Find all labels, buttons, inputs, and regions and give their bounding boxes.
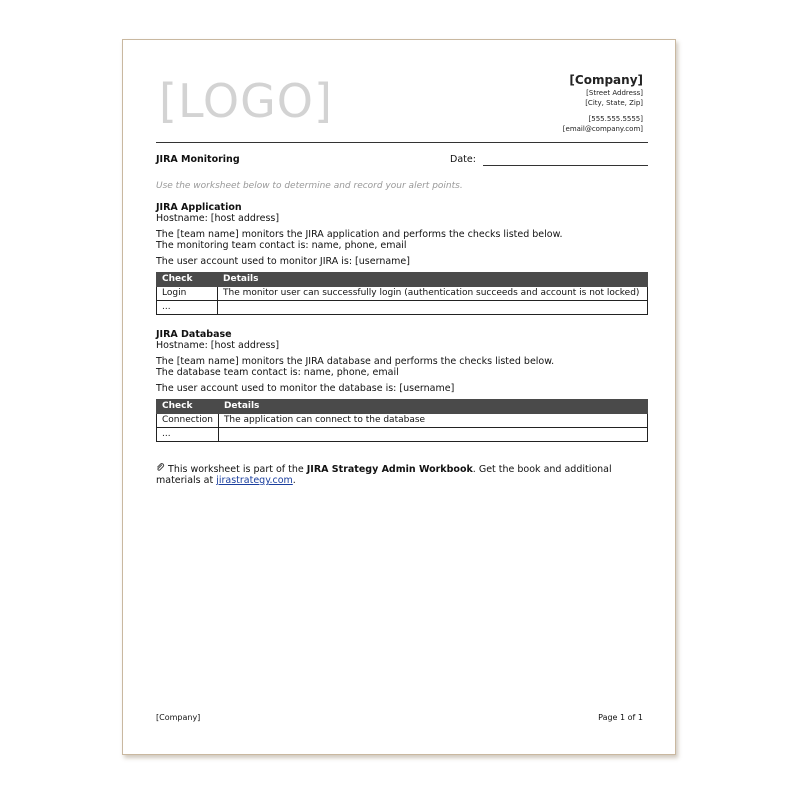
table-row	[157, 413, 648, 427]
section-jira-database	[156, 330, 648, 442]
jirastrategy-link[interactable]: jirastrategy.com	[216, 475, 293, 486]
workbook-title: JIRA Strategy Admin Workbook	[306, 464, 473, 475]
date-label: Date:	[450, 154, 476, 165]
contact-line: The monitoring team contact is: name, phone, email	[156, 239, 407, 251]
column-header-check: Check	[157, 272, 218, 286]
workbook-note	[156, 463, 648, 486]
note-middle: . Get the book and additional materials at	[156, 464, 612, 486]
street-address: [Street Address]	[586, 89, 643, 97]
team-line: The [team name] monitors the JIRA application and performs the checks listed below.	[156, 229, 563, 240]
company-email: [email@company.com]	[562, 125, 643, 133]
section-heading: JIRA Database	[156, 329, 232, 340]
contact-line: The database team contact is: name, phone, email	[156, 366, 399, 378]
section-heading: JIRA Application	[156, 202, 242, 213]
note-prefix: This worksheet is part of the	[168, 464, 307, 475]
table-row	[157, 300, 648, 314]
user-account-line: The user account used to monitor the database is: [username]	[156, 383, 455, 394]
footer-page-number: Page 1 of 1	[598, 713, 643, 722]
details-cell[interactable]: The monitor user can successfully login (authentication succeeds and account is not locked)	[218, 286, 648, 300]
team-line: The [team name] monitors the JIRA database and performs the checks listed below.	[156, 356, 555, 367]
column-header-details: Details	[218, 399, 647, 413]
hostname-line: Hostname: [host address]	[156, 212, 280, 224]
company-address-block	[563, 73, 643, 134]
footer-company: [Company]	[156, 713, 201, 722]
details-cell[interactable]	[218, 427, 647, 441]
column-header-details: Details	[218, 272, 648, 286]
date-field-line[interactable]	[483, 165, 648, 166]
checks-table	[156, 272, 648, 315]
check-cell[interactable]: ...	[157, 427, 219, 441]
check-cell[interactable]: ...	[157, 300, 218, 314]
details-cell[interactable]: The application can connect to the database	[218, 413, 647, 427]
table-header-row	[157, 399, 648, 413]
document-title: JIRA Monitoring	[156, 154, 240, 165]
check-cell[interactable]: Connection	[157, 413, 219, 427]
checks-table	[156, 399, 648, 442]
hostname-line: Hostname: [host address]	[156, 339, 280, 351]
note-suffix: .	[292, 475, 296, 486]
table-row	[157, 427, 648, 441]
paperclip-icon	[156, 463, 165, 472]
logo-placeholder: [LOGO]	[159, 74, 333, 128]
section-jira-application	[156, 203, 648, 315]
company-name: [Company]	[569, 73, 643, 87]
column-header-check: Check	[157, 399, 219, 413]
check-cell[interactable]: Login	[157, 286, 218, 300]
city-state-zip: [City, State, Zip]	[585, 99, 643, 107]
instructions-text: Use the worksheet below to determine and record your alert points.	[156, 181, 463, 191]
header-divider	[156, 142, 648, 143]
document-page	[122, 39, 676, 755]
table-row	[157, 286, 648, 300]
details-cell[interactable]	[218, 300, 648, 314]
company-phone: [555.555.5555]	[588, 115, 643, 123]
user-account-line: The user account used to monitor JIRA is: [username]	[156, 256, 410, 267]
table-header-row	[157, 272, 648, 286]
